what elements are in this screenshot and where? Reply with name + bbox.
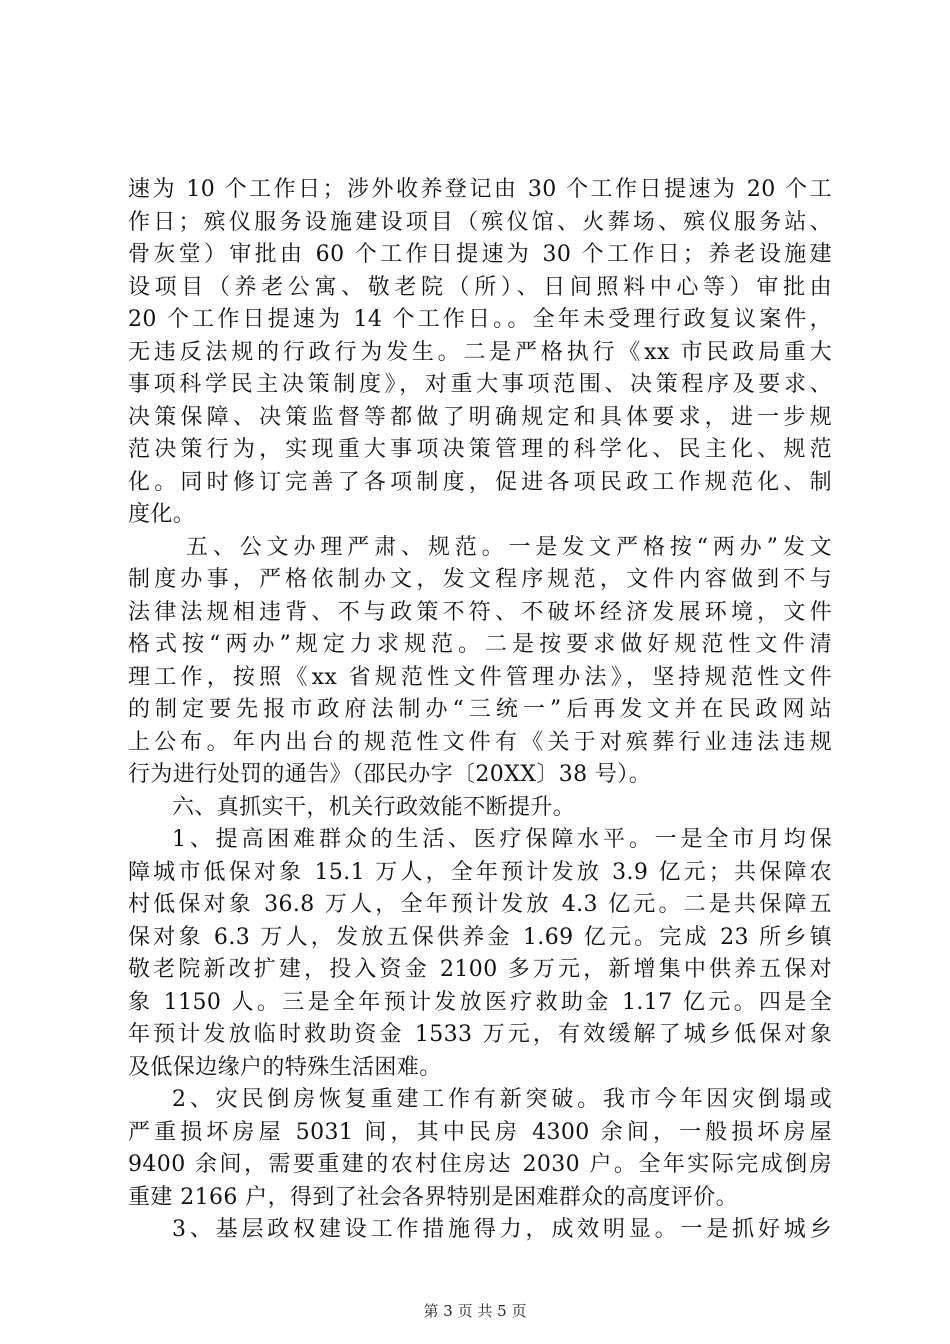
subsection-line: 3、基层政权建设工作措施得力，成效明显。一是抓好城乡 [172, 1217, 832, 1242]
text-line: 村低保对象 36.8 万人，全年预计发放 4.3 亿元。二是共保障五 [128, 892, 832, 917]
text-line: 敬老院新改扩建，投入资金 2100 多万元，新增集中供养五保对 [128, 957, 832, 982]
text-line: 理工作，按照《xx 省规范性文件管理办法》，坚持规范性文件 [128, 664, 832, 690]
section-heading-line: 六、真抓实干，机关行政效能不断提升。 [172, 794, 576, 820]
text-line: 上公布。年内出台的规范性文件有《关于对殡葬行业违法违规 [128, 729, 832, 755]
text-line: 设项目（养老公寓、敬老院（所）、日间照料中心等）审批由 [128, 274, 832, 300]
text-line: 行为进行处罚的通告》（邵民办字〔20XX〕38 号）。 [128, 762, 652, 787]
text-line: 决策保障、决策监督等都做了明确规定和具体要求，进一步规 [128, 404, 832, 430]
text-line: 范决策行为，实现重大事项决策管理的科学化、民主化、规范 [128, 437, 832, 462]
text-line: 年预计发放临时救助资金 1533 万元，有效缓解了城乡低保对象 [128, 1022, 832, 1047]
text-line: 速为 10 个工作日；涉外收养登记由 30 个工作日提速为 20 个工 [128, 177, 832, 202]
text-line: 制度办事，严格依制办文，发文程序规范，文件内容做到不与 [128, 567, 832, 592]
section-heading-line: 五、公文办理严肃、规范。一是发文严格按“两办”发文 [186, 534, 832, 560]
text-line: 9400 余间，需要重建的农村住房达 2030 户。全年实际完成倒房 [128, 1152, 832, 1177]
text-line: 法律法规相违背、不与政策不符、不破坏经济发展环境，文件 [128, 599, 832, 625]
page-number-footer: 第 3 页 共 5 页 [423, 1302, 527, 1320]
text-line: 度化。 [128, 502, 196, 527]
text-line: 保对象 6.3 万人，发放五保供养金 1.69 亿元。完成 23 所乡镇 [128, 924, 832, 950]
document-body [128, 174, 832, 1247]
text-line: 障城市低保对象 15.1 万人，全年预计发放 3.9 亿元；共保障农 [128, 859, 832, 885]
text-line: 化。同时修订完善了各项制度，促进各项民政工作规范化、制 [128, 469, 832, 495]
text-line: 无违反法规的行政行为发生。二是严格执行《xx 市民政局重大 [128, 339, 832, 365]
text-line: 严重损坏房屋 5031 间，其中民房 4300 余间，一般损坏房屋 [128, 1119, 832, 1145]
subsection-line: 1、提高困难群众的生活、医疗保障水平。一是全市月均保 [172, 827, 832, 852]
text-line: 的制定要先报市政府法制办“三统一”后再发文并在民政网站 [128, 697, 832, 722]
text-line: 格式按“两办”规定力求规范。二是按要求做好规范性文件清 [128, 632, 832, 657]
text-line: 作日；殡仪服务设施建设项目（殡仪馆、火葬场、殡仪服务站、 [128, 209, 832, 235]
text-line: 及低保边缘户的特殊生活困难。 [128, 1054, 442, 1080]
text-line: 象 1150 人。三是全年预计发放医疗救助金 1.17 亿元。四是全 [128, 989, 832, 1015]
text-line: 事项科学民主决策制度》，对重大事项范围、决策程序及要求、 [128, 372, 832, 397]
text-line: 骨灰堂）审批由 60 个工作日提速为 30 个工作日；养老设施建 [128, 242, 832, 267]
text-line: 20 个工作日提速为 14 个工作日。。全年未受理行政复议案件， [128, 307, 832, 332]
text-line: 重建 2166 户，得到了社会各界特别是困难群众的高度评价。 [128, 1184, 738, 1210]
subsection-line: 2、灾民倒房恢复重建工作有新突破。我市今年因灾倒塌或 [172, 1087, 832, 1112]
